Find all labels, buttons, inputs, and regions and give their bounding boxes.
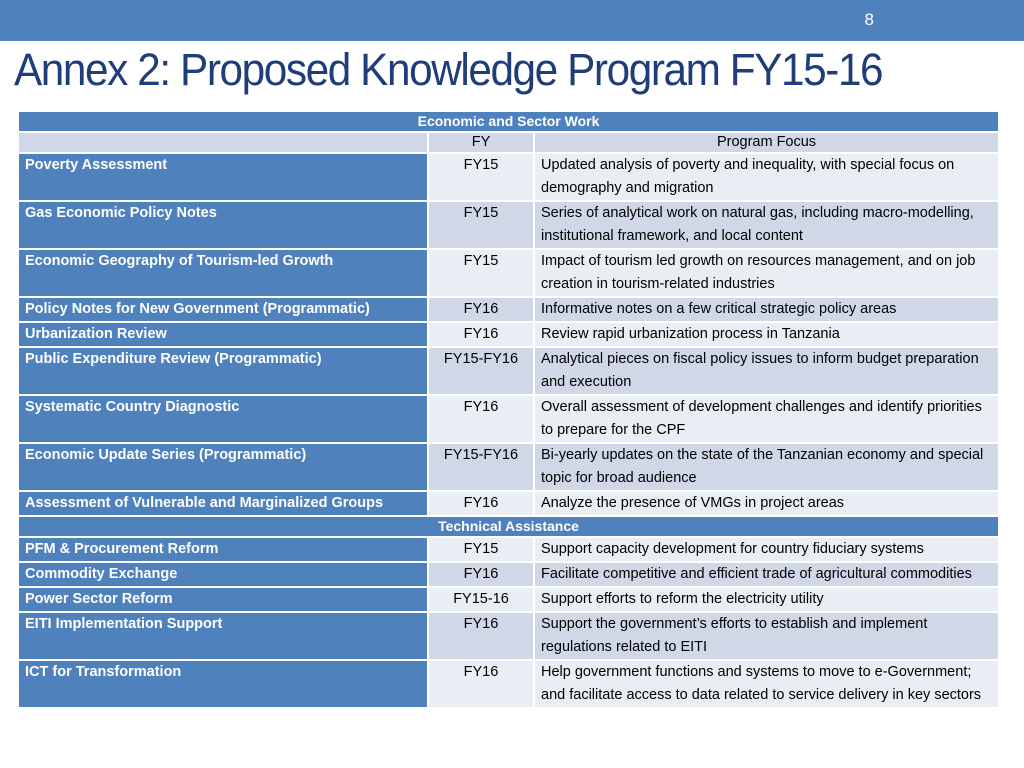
table-row bbox=[18, 562, 999, 587]
row-name: Public Expenditure Review (Programmatic) bbox=[18, 347, 428, 395]
row-fy: FY16 bbox=[428, 612, 534, 660]
row-name: PFM & Procurement Reform bbox=[18, 537, 428, 562]
row-fy: FY15-FY16 bbox=[428, 443, 534, 491]
row-fy: FY16 bbox=[428, 491, 534, 516]
row-name: ICT for Transformation bbox=[18, 660, 428, 708]
row-program-focus: Impact of tourism led growth on resources management, and on job creation in tourism-related industries bbox=[534, 249, 999, 297]
row-fy: FY16 bbox=[428, 660, 534, 708]
row-name: Policy Notes for New Government (Programmatic) bbox=[18, 297, 428, 322]
row-name: Gas Economic Policy Notes bbox=[18, 201, 428, 249]
row-name: Poverty Assessment bbox=[18, 153, 428, 201]
row-fy: FY15 bbox=[428, 249, 534, 297]
table-row bbox=[18, 537, 999, 562]
row-program-focus: Facilitate competitive and efficient trade of agricultural commodities bbox=[534, 562, 999, 587]
slide-title: Annex 2: Proposed Knowledge Program FY15-16 bbox=[14, 44, 883, 95]
row-program-focus: Informative notes on a few critical strategic policy areas bbox=[534, 297, 999, 322]
table-row bbox=[18, 347, 999, 395]
header-program-focus: Program Focus bbox=[534, 132, 999, 153]
section-title-ta: Technical Assistance bbox=[18, 516, 999, 537]
row-name: EITI Implementation Support bbox=[18, 612, 428, 660]
row-fy: FY15 bbox=[428, 153, 534, 201]
row-fy: FY15 bbox=[428, 537, 534, 562]
table-row bbox=[18, 153, 999, 201]
row-program-focus: Review rapid urbanization process in Tanzania bbox=[534, 322, 999, 347]
row-fy: FY15 bbox=[428, 201, 534, 249]
table-body bbox=[18, 111, 999, 708]
row-fy: FY15-FY16 bbox=[428, 347, 534, 395]
table-row bbox=[18, 322, 999, 347]
row-name: Urbanization Review bbox=[18, 322, 428, 347]
row-program-focus: Support capacity development for country fiduciary systems bbox=[534, 537, 999, 562]
row-fy: FY16 bbox=[428, 562, 534, 587]
row-name: Economic Update Series (Programmatic) bbox=[18, 443, 428, 491]
top-banner bbox=[0, 0, 1024, 41]
row-program-focus: Series of analytical work on natural gas, including macro-modelling, institutional framework, and local content bbox=[534, 201, 999, 249]
row-program-focus: Overall assessment of development challenges and identify priorities to prepare for the CPF bbox=[534, 395, 999, 443]
table-row bbox=[18, 443, 999, 491]
section-header-esw bbox=[18, 111, 999, 132]
table-row bbox=[18, 249, 999, 297]
row-name: Power Sector Reform bbox=[18, 587, 428, 612]
row-fy: FY16 bbox=[428, 322, 534, 347]
row-program-focus: Bi-yearly updates on the state of the Tanzanian economy and special topic for broad audience bbox=[534, 443, 999, 491]
table-row bbox=[18, 660, 999, 708]
row-fy: FY15-16 bbox=[428, 587, 534, 612]
row-program-focus: Support the government’s efforts to establish and implement regulations related to EITI bbox=[534, 612, 999, 660]
table-row bbox=[18, 297, 999, 322]
header-name bbox=[18, 132, 428, 153]
row-program-focus: Updated analysis of poverty and inequality, with special focus on demography and migration bbox=[534, 153, 999, 201]
row-name: Commodity Exchange bbox=[18, 562, 428, 587]
row-name: Assessment of Vulnerable and Marginalized Groups bbox=[18, 491, 428, 516]
table-row bbox=[18, 201, 999, 249]
section-header-ta bbox=[18, 516, 999, 537]
table-row bbox=[18, 395, 999, 443]
column-header-row bbox=[18, 132, 999, 153]
row-program-focus: Analyze the presence of VMGs in project areas bbox=[534, 491, 999, 516]
knowledge-program-table bbox=[17, 110, 1000, 709]
row-fy: FY16 bbox=[428, 297, 534, 322]
table-row bbox=[18, 587, 999, 612]
header-fy: FY bbox=[428, 132, 534, 153]
page-number: 8 bbox=[864, 10, 874, 29]
row-program-focus: Support efforts to reform the electricity utility bbox=[534, 587, 999, 612]
row-program-focus: Help government functions and systems to move to e-Government; and facilitate access to data related to service delivery in key sectors bbox=[534, 660, 999, 708]
section-title-esw: Economic and Sector Work bbox=[18, 111, 999, 132]
row-fy: FY16 bbox=[428, 395, 534, 443]
row-program-focus: Analytical pieces on fiscal policy issues to inform budget preparation and execution bbox=[534, 347, 999, 395]
table-row bbox=[18, 612, 999, 660]
row-name: Economic Geography of Tourism-led Growth bbox=[18, 249, 428, 297]
table-row bbox=[18, 491, 999, 516]
row-name: Systematic Country Diagnostic bbox=[18, 395, 428, 443]
